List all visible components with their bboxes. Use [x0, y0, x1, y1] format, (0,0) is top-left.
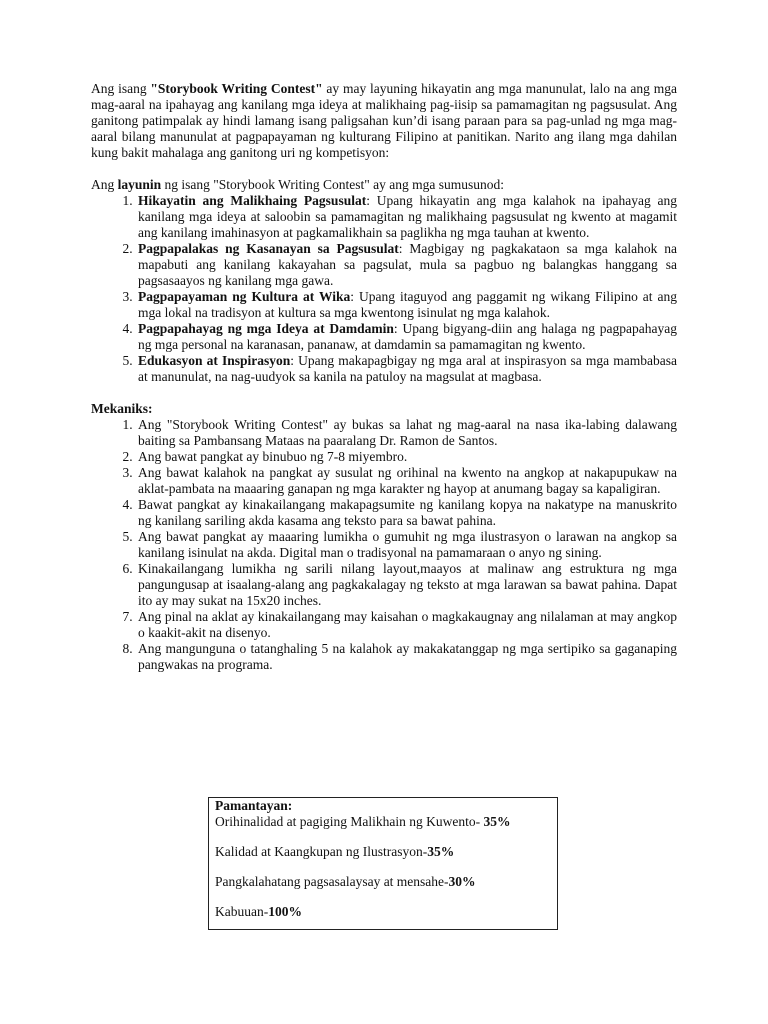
objectives-lead-bold: layunin — [117, 177, 162, 192]
criteria-value: 30% — [448, 874, 476, 889]
objective-item — [136, 353, 677, 385]
intro-prefix: Ang isang — [91, 81, 151, 96]
objective-title: Hikayatin ang Malikhaing Pagsusulat — [138, 193, 367, 208]
criteria-item — [215, 904, 551, 920]
criteria-box — [208, 797, 558, 930]
objective-item — [136, 289, 677, 321]
objective-item — [136, 193, 677, 241]
mechanics-item: 2. Ang bawat pangkat ay binubuo ng 7-8 miyembro. — [136, 449, 677, 465]
objectives-lead — [91, 177, 677, 193]
contest-name: "Storybook Writing Contest" — [150, 81, 323, 96]
document-body — [91, 81, 677, 673]
objectives-lead-rest: ng isang "Storybook Writing Contest" ay ang mga sumusunod: — [161, 177, 504, 192]
objective-title: Pagpapalakas ng Kasanayan sa Pagsusulat — [138, 241, 399, 256]
criteria-item — [215, 844, 551, 860]
mechanics-item: 5. Ang bawat pangkat ay maaaring lumikha o gumuhit ng mga ilustrasyon o larawan na angkop sa kanilang isinulat na akda. Digital man o tradisyonal na pamamaraan o anyo ng sining. — [136, 529, 677, 561]
objective-title: Pagpapahayag ng mga Ideya at Damdamin — [138, 321, 394, 336]
mechanics-list — [91, 417, 677, 673]
objective-text: : Upang hikayatin ang mga kalahok na ipahayag ang kanilang mga ideya at saloobin sa pamamagitan ng malikhaing pagsusulat ng kwento at magamit ang kanilang imahinasyon at pagkamalikhain sa paglikha ng mga tauhan at kwento. — [138, 193, 677, 240]
objectives-lead-prefix: Ang — [91, 177, 118, 192]
criteria-label: Pangkalahatang pagsasalaysay at mensahe- — [215, 874, 449, 889]
criteria-title: Pamantayan: — [215, 798, 293, 813]
criteria-item — [215, 814, 551, 830]
objective-title: Edukasyon at Inspirasyon — [138, 353, 291, 368]
mechanics-item: 7. Ang pinal na aklat ay kinakailangang may kaisahan o magkakaugnay ang nilalaman at may angkop o kaakit-akit na disenyo. — [136, 609, 677, 641]
objective-text: : Upang makapagbigay ng mga aral at inspirasyon sa mga mambabasa at manunulat, na nag-uudyok sa kanila na patuloy na magsulat at magbasa. — [138, 353, 677, 384]
mechanics-item: 3. Ang bawat kalahok na pangkat ay susulat ng orihinal na kwento na angkop at nakapupukaw na aklat-pambata na maaaring ganapan ng mga karakter ng hayop at anumang bagay sa kapaligiran. — [136, 465, 677, 497]
criteria-item — [215, 874, 551, 890]
objective-item — [136, 321, 677, 353]
mechanics-heading: Mekaniks: — [91, 401, 153, 416]
intro-paragraph — [91, 81, 677, 161]
mechanics-item: 6. Kinakailangang lumikha ng sarili nilang layout,maayos at malinaw ang estruktura ng mga pangungusap at isaalang-alang ang pagkakalagay ng teksto at mga larawan sa bawat pahina. Dapat ito ay may sukat na 15x20 inches. — [136, 561, 677, 609]
objective-text: : Upang itaguyod ang paggamit ng wikang Filipino at ang mga lokal na tradisyon at kultura sa mga kwentong isinulat ng mga kalahok. — [138, 289, 678, 320]
objective-title: Pagpapayaman ng Kultura at Wika — [138, 289, 351, 304]
objective-text: : Magbigay ng pagkakataon sa mga kalahok na mapabuti ang kanilang kakayahan sa pagsulat, mula sa pagbuo ng balangkas hanggang sa pagsasaayos ng kanilang mga gawa. — [138, 241, 677, 288]
criteria-label: Kalidad at Kaangkupan ng Ilustrasyon- — [215, 844, 428, 859]
mechanics-item: 8. Ang mangunguna o tatanghaling 5 na kalahok ay makakatanggap ng mga sertipiko sa gaganaping pangwakas na programa. — [136, 641, 677, 673]
criteria-value: 35% — [427, 844, 455, 859]
objectives-list — [91, 193, 677, 385]
criteria-label: Orihinalidad at pagiging Malikhain ng Kuwento- — [215, 814, 484, 829]
objective-text: : Upang bigyang-diin ang halaga ng pagpapahayag ng mga personal na karanasan, pananaw, at damdamin sa pamamagitan ng kwento. — [138, 321, 678, 352]
objective-item — [136, 241, 677, 289]
criteria-value: 35% — [483, 814, 511, 829]
criteria-label: Kabuuan- — [215, 904, 269, 919]
mechanics-item: 4. Bawat pangkat ay kinakailangang makapagsumite ng kanilang kopya na nakatype na manuskrito ng kanilang sariling akda kasama ang teksto para sa bawat pahina. — [136, 497, 677, 529]
mechanics-item: 1. Ang "Storybook Writing Contest" ay bukas sa lahat ng mag-aaral na nasa ika-labing dalawang baiting sa Pambansang Mataas na paaralang Dr. Ramon de Santos. — [136, 417, 677, 449]
intro-text: ay may layuning hikayatin ang mga manunulat, lalo na ang mga mag-aaral na ipahayag ang kanilang mga ideya at malikhaing pag-iisip sa pamamagitan ng pagsusulat. Ang ganitong patimpalak ay hindi lamang isang paligsahan kun’di isang paraan para sa pag-unlad ng mga mag-aaral bilang manunulat at pagpapayaman ng kulturang Filipino at panitikan. Narito ang ilang mga dahilan kung bakit mahalaga ang ganitong uri ng kompetisyon: — [91, 81, 677, 160]
criteria-value: 100% — [268, 904, 302, 919]
